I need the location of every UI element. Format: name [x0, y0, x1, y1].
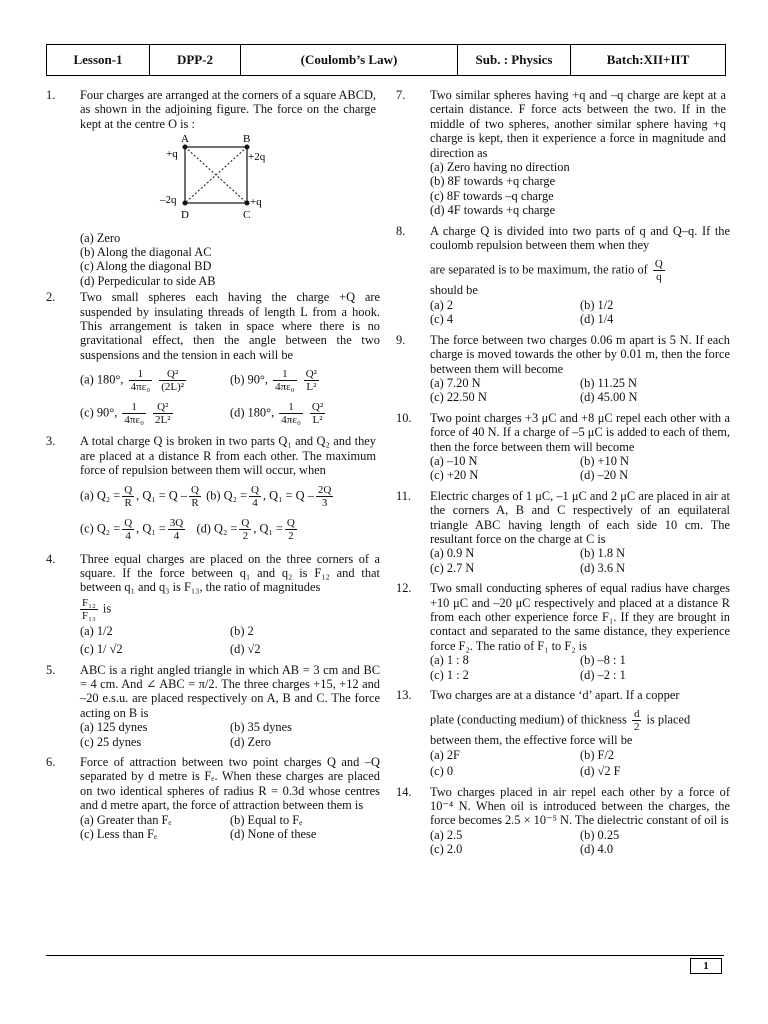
option-d: (d) 180°, $\frac{1}{\text{4πε₀}}$ $\frac{\text{Q²}}{\text{L²}}$	[230, 401, 324, 427]
question-4	[46, 551, 380, 657]
header-table	[46, 44, 726, 76]
label-a: A	[181, 133, 189, 146]
option-d: (d) 1/4	[580, 312, 614, 327]
option-c: (c) 90°, $\frac{1}{\text{4πε₀}}$ $\frac{\text{Q²}}{\text{2L²}}$	[80, 401, 171, 427]
option-b: (b) 35 dynes	[230, 720, 292, 735]
option-a: (a) 180°, $\frac{1}{\text{4πε₀}}$ $\frac{\text{Q²}}{\text{(2L)²}}$	[80, 368, 185, 394]
option-b: (b) Equal to Fₑ	[230, 812, 303, 827]
right-column	[396, 88, 730, 857]
question-7	[396, 88, 726, 218]
option-c: (c) +20 N	[430, 468, 479, 483]
option-c: (c) 2.0	[430, 842, 463, 857]
option-d: (d) –20 N	[580, 468, 629, 483]
option-c: (c) 1/ √2	[80, 642, 123, 657]
question-text: A charge Q is divided into two parts of q and Q–q. If the coulomb repulsion between them when they	[430, 223, 730, 253]
question-14	[396, 784, 730, 857]
option-a: (a) 2F	[430, 747, 460, 762]
question-2	[46, 290, 380, 427]
charge-d: –2q	[160, 194, 177, 207]
option-d: (d) √2	[230, 642, 261, 657]
option-b: (b) 1/2	[580, 297, 614, 312]
question-13	[396, 688, 726, 779]
option-b: (b) –8 : 1	[580, 653, 626, 668]
question-number: 9.	[396, 332, 406, 347]
label-b: B	[243, 133, 251, 146]
option-d: (d) √2 F	[580, 764, 621, 779]
question-text: Two small conducting spheres of equal radius have charges +10 μC and –20 μC respectively and placed at a distance R from each other experience force F₁. If they are brought in contact and separated to the same distance, they experience force F₂. The ratio of F₁ to F₂ is	[430, 581, 730, 653]
question-text: Force of attraction between two point charges Q and –Q separated by d metre is Fₑ. When these charges are placed on two identical spheres of radius R = 0.3d whose centres and d metre apart, the force of attraction between them is	[80, 754, 380, 813]
question-text: Three equal charges are placed on the three corners of a square. If the force between q₁ and q₂ is F₁₂ and that between q₁ and q₃ is F₁₃, the ratio of magnitudes	[80, 551, 380, 595]
label-c: C	[243, 209, 251, 222]
option-b: (b) 1.8 N	[580, 546, 626, 561]
footer-rule	[46, 955, 724, 956]
question-text: Two charges are at a distance ‘d’ apart. If a copper	[430, 688, 680, 703]
question-5	[46, 662, 380, 749]
option-d: (d) –2 : 1	[580, 667, 626, 682]
option-d: (d) Perpedicular to side AB	[80, 273, 216, 288]
question-11	[396, 488, 730, 575]
question-text: The force between two charges 0.06 m apart is 5 N. If each charge is moved towards the other by 0.01 m, then the force between them will become	[430, 332, 730, 376]
question-text: A total charge Q is broken in two parts Q₁ and Q₂ and they are placed at a distance R from each other. The maximum force of repulsion between them will occur, when	[80, 434, 376, 478]
dpp-cell: DPP-2	[150, 45, 241, 75]
option-b: (b) 0.25	[580, 827, 620, 842]
question-8	[396, 223, 730, 327]
ratio-fraction: $\frac{\text{F₁₂}}{\text{F₁₃}}$ is	[82, 596, 112, 622]
left-column	[46, 88, 380, 841]
question-text-cont: should be	[430, 283, 478, 298]
option-a-b: (a) Q₂ = $\frac{Q}{R}$ , Q₁ = Q – $\frac{Q}{R}$ (b) Q₂ = $\frac{Q}{4}$ , Q₁ = Q – $\frac{2Q}{3}$	[80, 483, 332, 509]
option-b: (b) 90°, $\frac{1}{\text{4πε₀}}$ $\frac{\text{Q²}}{\text{L²}}$	[230, 368, 317, 394]
option-a: (a) 0.9 N	[430, 546, 475, 561]
option-b: (b) Along the diagonal AC	[80, 245, 212, 260]
page-number: 1	[690, 958, 722, 974]
question-number: 7.	[396, 88, 406, 102]
question-12	[396, 581, 730, 682]
option-d: (d) Zero	[230, 734, 271, 749]
option-a: (a) –10 N	[430, 453, 478, 468]
option-d: (d) 4F towards +q charge	[430, 203, 556, 218]
charge-b: +2q	[248, 151, 266, 164]
option-a: (a) 1 : 8	[430, 653, 469, 668]
question-3	[46, 434, 376, 541]
question-number: 14.	[396, 784, 412, 799]
option-a: (a) 2.5	[430, 827, 463, 842]
question-text-cont: between them, the effective force will be	[430, 733, 633, 748]
option-a: (a) Zero	[80, 230, 121, 245]
subject-cell: Sub. : Physics	[458, 45, 571, 75]
question-number: 3.	[46, 434, 56, 449]
option-c: (c) Less than Fₑ	[80, 827, 158, 841]
option-c: (c) 0	[430, 764, 454, 779]
charge-c: +q	[250, 196, 262, 209]
question-number: 13.	[396, 688, 412, 703]
option-d: (d) None of these	[230, 827, 317, 841]
question-number: 8.	[396, 223, 406, 238]
question-number: 6.	[46, 754, 56, 769]
label-d: D	[181, 209, 189, 222]
option-d: (d) 4.0	[580, 842, 614, 857]
question-number: 2.	[46, 290, 56, 305]
thickness-line: plate (conducting medium) of thickness $\frac{d}{2}$ is placed	[430, 708, 691, 734]
question-text: Two small spheres each having the charge +Q are suspended by insulating threads of length L from a hook. This arrangement is taken in space where there is no gravitational effect, then the angle between the two suspensions and the tension in each will be	[80, 290, 380, 362]
option-b: (b) F/2	[580, 747, 615, 762]
question-number: 1.	[46, 88, 56, 102]
question-text: ABC is a right angled triangle in which AB = 3 cm and BC = 4 cm. And ∠ ABC = π/2. The three charges +15, +12 and –20 e.s.u. are placed respectively on A, B and C. The force acting on B is	[80, 662, 380, 720]
option-b: (b) 2	[230, 623, 254, 638]
question-number: 4.	[46, 551, 56, 566]
charge-a: +q	[166, 148, 178, 161]
option-c: (c) 22.50 N	[430, 390, 487, 405]
question-number: 11.	[396, 488, 412, 503]
question-9	[396, 332, 730, 405]
question-number: 12.	[396, 581, 412, 596]
topic-cell: (Coulomb’s Law)	[241, 45, 458, 75]
option-c: (c) 2.7 N	[430, 560, 475, 575]
question-text: Electric charges of 1 μC, –1 μC and 2 μC are placed in air at the corners A, B and C respectively of an equilateral triangle ABC having length of each side 10 cm. The resultant force on the charge at C is	[430, 488, 730, 546]
option-a: (a) 125 dynes	[80, 720, 148, 735]
square-charge-figure	[140, 133, 290, 223]
option-a: (a) Zero having no direction	[430, 160, 570, 175]
option-b: (b) 11.25 N	[580, 375, 638, 390]
question-10	[396, 410, 730, 483]
option-a: (a) Greater than Fₑ	[80, 812, 172, 827]
option-c-d: (c) Q₂ = $\frac{Q}{4}$ , Q₁ = $\frac{3Q}{4}$ (d) Q₂ = $\frac{Q}{2}$ , Q₁ = $\frac{Q}{2}$	[80, 516, 295, 542]
question-1	[46, 88, 376, 288]
question-text: Two point charges +3 μC and +8 μC repel each other with a force of 40 N. If a charge of –5 μC is added to each of them, then the force between them will become	[430, 410, 730, 454]
question-text: Two similar spheres having +q and –q charge are kept at a certain distance. F force acts between the two. If in the middle of two spheres, another similar sphere having +q charge is kept, then it experience a force in magnitude and direction as	[430, 88, 726, 160]
option-c: (c) 4	[430, 312, 454, 327]
option-d: (d) 3.6 N	[580, 560, 626, 575]
option-a: (a) 2	[430, 297, 454, 312]
lesson-cell: Lesson-1	[47, 45, 150, 75]
option-c: (c) 25 dynes	[80, 734, 142, 749]
option-a: (a) 7.20 N	[430, 375, 481, 390]
option-b: (b) 8F towards +q charge	[430, 174, 556, 189]
question-text: Two charges placed in air repel each other by a force of 10⁻⁴ N. When oil is introduced between the charges, the force becomes 2.5 × 10⁻⁵ N. The dielectric constant of oil is	[430, 784, 730, 828]
option-a: (a) 1/2	[80, 623, 113, 638]
option-b: (b) +10 N	[580, 453, 629, 468]
option-d: (d) 45.00 N	[580, 390, 638, 405]
option-c: (c) 1 : 2	[430, 667, 469, 682]
question-text: Four charges are arranged at the corners of a square ABCD, as shown in the adjoining figure. The force on the charge kept at the centre O is :	[80, 88, 377, 131]
question-6	[46, 754, 380, 841]
batch-cell: Batch:XII+IIT	[606, 52, 690, 67]
ratio-line: are separated is to be maximum, the ratio of $\frac{Q}{q}$	[430, 258, 663, 284]
option-c: (c) 8F towards –q charge	[430, 188, 554, 203]
question-number: 5.	[46, 662, 56, 677]
question-number: 10.	[396, 410, 412, 425]
option-c: (c) Along the diagonal BD	[80, 259, 212, 274]
